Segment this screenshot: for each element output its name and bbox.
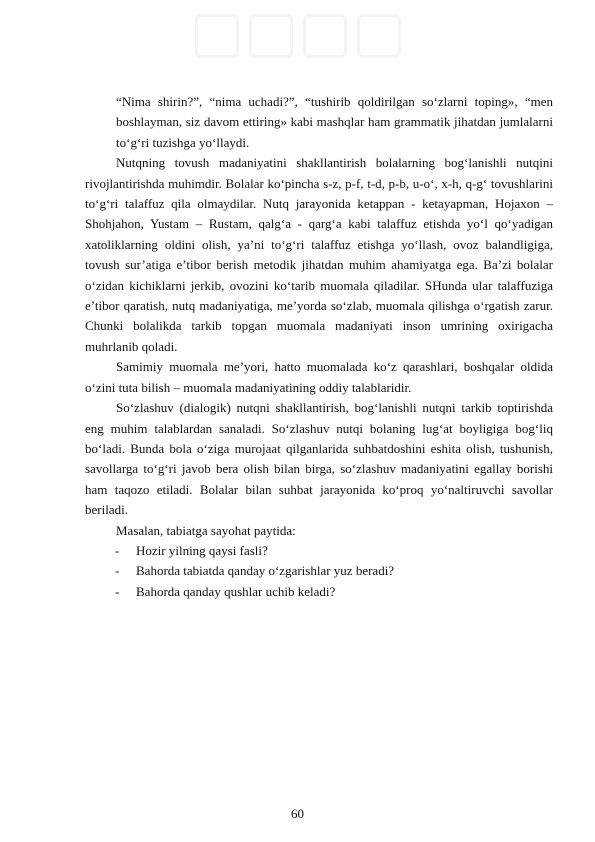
watermark-shape (357, 14, 401, 58)
paragraph: So‘zlashuv (dialogik) nutqni shakllantirish, bog‘lanishli nutqni tarkib toptirishda eng muhim talablardan sanaladi. So‘zlashuv nutqi bolaning lug‘at boyligiga bog‘liq bo‘ladi. Bunda bola o‘ziga murojaat qilganlarida suhbatdoshini eshita olish, tushunish, savollarga to‘g‘ri javob bera olish bilan birga, so‘zlashuv madaniyatini egallay borishi ham taqozo etiladi. Bolalar bilan suhbat jarayonida ko‘proq yo‘naltiruvchi savollar beriladi. (85, 400, 553, 518)
list-item (115, 561, 553, 581)
list-dash: - (115, 583, 120, 599)
watermark (0, 14, 595, 58)
question-list (116, 541, 553, 602)
paragraph: “Nima shirin?”, “nima uchadi?”, “tushirib qoldirilgan so‘zlarni toping», “men boshlayman, siz davom ettiring» kabi mashqlar ham grammatik jihatdan jumlalarni to‘g‘ri tuzishga yo‘llaydi. (116, 94, 553, 150)
list-item-text: Bahorda tabiatda qanday o‘zgarishlar yuz beradi? (136, 563, 395, 579)
paragraph: Samimiy muomala me’yori, hatto muomalada ko‘z qarashlari, boshqalar oldida o‘zini tuta bilish – muomala madaniyatining oddiy talablaridir. (85, 359, 553, 395)
watermark-shape (303, 14, 347, 58)
list-item (115, 541, 553, 561)
watermark-shape (249, 14, 293, 58)
page-content (85, 92, 553, 602)
list-item-text: Hozir yilning qaysi fasli? (136, 542, 268, 558)
paragraph: Nutqning tovush madaniyatini shakllantirish bolalarning bog‘lanishli nutqini rivojlantirishda muhimdir. Bolalar ko‘pincha s-z, p-f, t-d, p-b, u-o‘, x-h, q-g‘ tovushlarini to‘g‘ri talaffuz qila olmaydilar. Nutq jarayonida ketappan - ketayapman, Hojaxon – Shohjahon, Yustam – Rustam, qalg‘a - qarg‘a kabi talaffuz etishda yo‘l qo‘yadigan xatoliklarning oldini olish, ya’ni to‘g‘ri talaffuz etishga yo‘llash, ovoz balandligiga, tovush sur’atiga e’tibor berish metodik jihatdan muhim ahamiyatga ega. Ba’zi bolalar o‘zidan kichiklarni jerkib, ovozini ko‘tarib muomala qiladilar. SHunda ular talaffuziga e’tibor qaratish, nutq madaniyatiga, me’yorda so‘zlab, muomala qilishga o‘rgatish zarur. Chunki bolalikda tarkib topgan muomala madaniyati inson umrining oxirigacha muhrlanib qoladi. (85, 155, 553, 354)
list-dash: - (115, 542, 120, 558)
page-number: 60 (291, 806, 304, 821)
paragraph: Masalan, tabiatga sayohat paytida: (116, 522, 296, 538)
list-item-text: Bahorda qanday qushlar uchib keladi? (136, 583, 336, 599)
list-item (115, 582, 553, 602)
list-dash: - (115, 563, 120, 579)
watermark-shape (195, 14, 239, 58)
